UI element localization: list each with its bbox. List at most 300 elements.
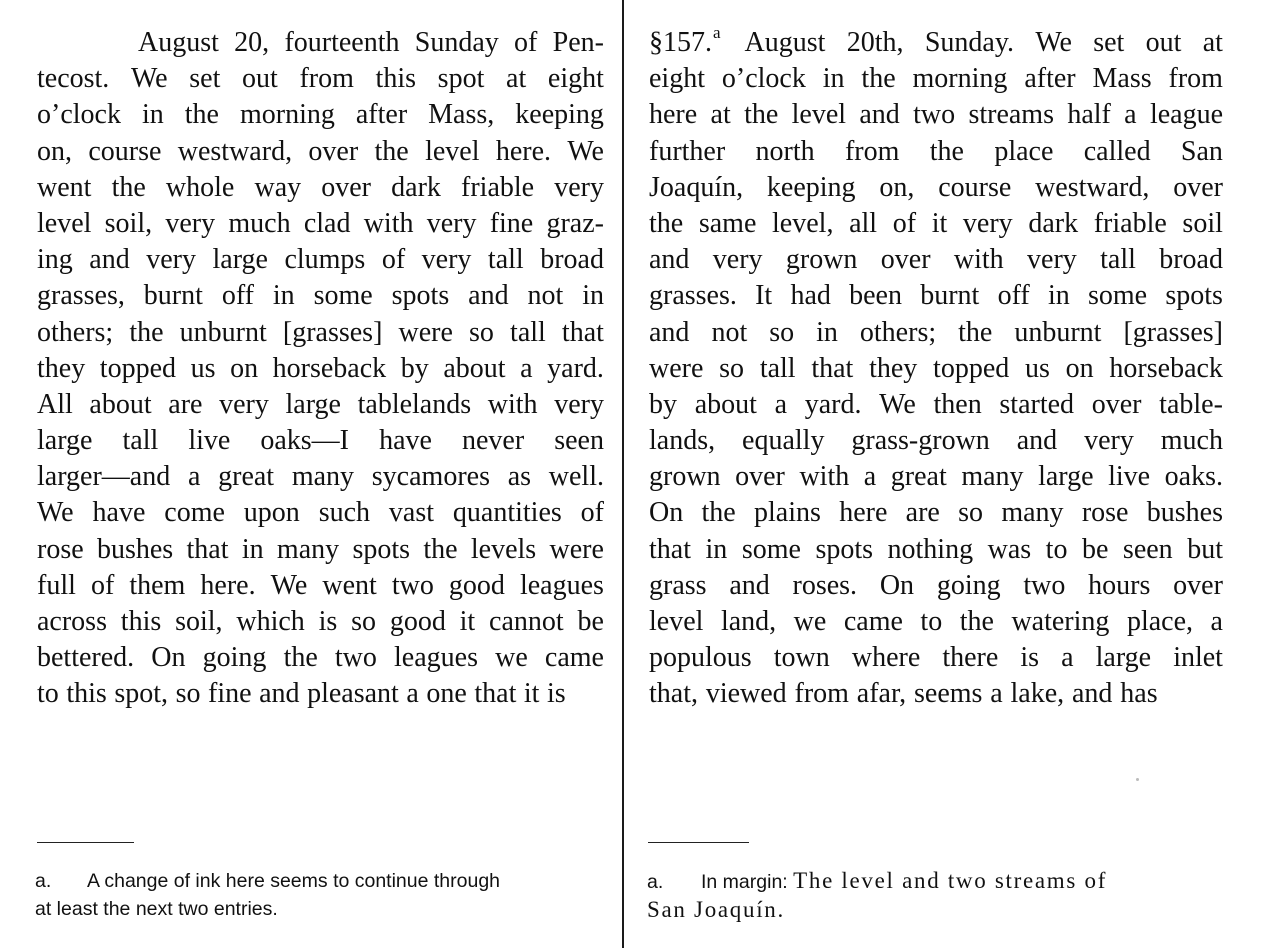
footnote-text-line2: at least the next two entries. (35, 898, 278, 920)
word: and (259, 678, 300, 710)
footnote-quote-line1: The level and two streams of (793, 868, 1108, 893)
word: rose (37, 533, 84, 565)
word: others; (37, 316, 114, 348)
word: have (92, 497, 146, 529)
word: in (816, 316, 838, 348)
word: We (879, 388, 916, 420)
word: and (1072, 678, 1113, 710)
word: 20, (234, 27, 270, 58)
word: this (375, 63, 417, 95)
word: some (741, 533, 801, 565)
word: the (959, 606, 994, 637)
word: then (933, 388, 982, 420)
word: bushes (96, 533, 174, 565)
word: large (37, 425, 93, 457)
word: eight (649, 63, 705, 95)
word: place (994, 135, 1054, 167)
word: grass (649, 569, 707, 601)
word: to (920, 606, 943, 637)
word: grown (785, 244, 858, 276)
word: went (37, 171, 92, 203)
word: San (1180, 135, 1223, 167)
word: vast (388, 497, 435, 529)
word: it (931, 207, 948, 239)
word: from (1168, 63, 1223, 95)
word: from (794, 678, 849, 710)
text-line (649, 242, 1223, 278)
word: full (37, 569, 76, 601)
word: so (175, 678, 201, 710)
word: equally (742, 425, 825, 457)
text-line (649, 387, 1223, 423)
right-page-body (649, 25, 1223, 713)
word: much (1160, 425, 1223, 457)
text-line (37, 206, 604, 242)
word: grass-grown (851, 425, 990, 457)
word: morning (239, 99, 335, 131)
word: out (242, 63, 278, 95)
word: that (186, 533, 229, 565)
word: burnt (143, 280, 203, 312)
word: the (649, 207, 684, 239)
word: of (90, 569, 115, 601)
word: level (425, 135, 480, 167)
word: seems (914, 678, 983, 710)
word: We (130, 63, 168, 95)
word: come (164, 497, 225, 529)
text-line (649, 568, 1223, 604)
word: two (913, 99, 956, 131)
word: with (953, 244, 1004, 276)
word: tablelands (357, 388, 472, 420)
cropped-text-fragment (898, 0, 1098, 2)
word: level (649, 606, 704, 637)
word: We (270, 569, 308, 601)
word: burnt (920, 280, 980, 312)
word: morning (912, 63, 1008, 95)
word: live (1108, 461, 1151, 493)
word: so (351, 606, 377, 637)
text-line (37, 351, 604, 387)
word: of (580, 497, 604, 529)
word: that (561, 316, 604, 348)
word: as (507, 461, 532, 493)
word: all (849, 207, 878, 239)
word: further (649, 135, 726, 167)
word: with (799, 461, 850, 493)
word: dark (391, 171, 441, 203)
word: has (1120, 678, 1158, 710)
word: spot (437, 63, 485, 95)
word: It (755, 280, 773, 312)
word: much (228, 207, 291, 239)
word: set (1093, 27, 1125, 58)
word: in (1047, 280, 1070, 312)
word: nothing (887, 533, 974, 565)
page-divider (622, 0, 624, 948)
word: spots (352, 533, 411, 565)
text-line (649, 459, 1223, 495)
word: and (1016, 425, 1058, 457)
word: soil, (175, 606, 223, 637)
word: two (391, 569, 434, 601)
word: streams (968, 99, 1054, 131)
text-line (37, 242, 604, 278)
word: after (1024, 63, 1076, 95)
word: very (146, 244, 196, 276)
word: a (187, 461, 201, 493)
word: is (547, 678, 566, 710)
word: upon (243, 497, 300, 529)
word: rose (1081, 497, 1129, 529)
word: came (843, 606, 903, 637)
left-page-body (37, 25, 604, 713)
word: many (276, 533, 340, 565)
word: keeping (766, 171, 856, 203)
word: and (729, 569, 770, 601)
word: in (822, 63, 845, 95)
word: we (495, 642, 528, 674)
word: whole (165, 171, 235, 203)
word: so (769, 316, 795, 348)
word: grown (649, 461, 721, 493)
word: that (474, 678, 517, 710)
word: o’clock (37, 99, 121, 131)
word: a (863, 461, 877, 493)
word: fine (489, 207, 534, 239)
text-line (649, 206, 1223, 242)
word: ing (37, 244, 73, 276)
word: graz- (546, 207, 604, 239)
footnote-mark: a (713, 23, 721, 42)
text-line (37, 170, 604, 206)
word: spots (391, 280, 450, 312)
word: oaks. (1164, 461, 1223, 493)
footnote-right (647, 867, 1227, 924)
word: a (1124, 99, 1137, 131)
text-line (649, 423, 1223, 459)
word: had (790, 280, 831, 312)
text-line (649, 532, 1223, 568)
word: dark (1028, 207, 1079, 239)
word: oaks—I (260, 425, 350, 457)
text-line (649, 170, 1223, 206)
word: us (1025, 352, 1050, 384)
word: table- (1159, 388, 1223, 420)
word: a (1210, 606, 1223, 637)
word: here. (200, 569, 256, 601)
text-line (37, 532, 604, 568)
word: never (461, 425, 525, 457)
text-line (37, 61, 604, 97)
word: at (506, 63, 527, 95)
word: two (1023, 569, 1066, 601)
word: over (880, 244, 931, 276)
word: about (694, 388, 757, 420)
word: on (230, 352, 259, 384)
text-line (649, 61, 1223, 97)
word: of (514, 27, 538, 58)
word: quantities (452, 497, 562, 529)
text-line (37, 604, 604, 640)
word: fine (208, 678, 252, 710)
word: is (318, 606, 338, 637)
word: large (1095, 642, 1152, 674)
text-line (37, 134, 604, 170)
word: so (469, 316, 494, 348)
word: plains (754, 497, 821, 529)
word: about (443, 352, 506, 384)
word: there (942, 642, 999, 674)
word: 20th, (846, 27, 904, 58)
word: a (406, 678, 419, 710)
word: it (523, 678, 540, 710)
word: viewed (705, 678, 787, 710)
word: others; (859, 316, 937, 348)
word: On (151, 642, 186, 674)
word: over (1173, 171, 1223, 203)
word: horseback (272, 352, 387, 384)
word: the (129, 316, 164, 348)
word: keeping (515, 99, 604, 131)
word: league (1149, 99, 1223, 131)
word: by (400, 352, 429, 384)
footnote-rule-right (648, 842, 749, 843)
word: over (308, 135, 359, 167)
word: going (936, 569, 1001, 601)
word: the (184, 99, 219, 131)
word: friable (461, 171, 535, 203)
word: spots (1165, 280, 1223, 312)
word: watering (1011, 606, 1110, 637)
word: level, (772, 207, 834, 239)
word: to (1045, 533, 1068, 565)
word: it (459, 606, 476, 637)
word: August (138, 27, 219, 58)
text-line (37, 459, 604, 495)
word: very (712, 244, 763, 276)
word: off (221, 280, 254, 312)
footnote-prefix: In margin: (701, 871, 788, 893)
word: place, (1126, 606, 1193, 637)
word: tall (1100, 244, 1136, 276)
word: over (321, 171, 372, 203)
word: [grasses] (282, 316, 383, 348)
word: of (381, 244, 406, 276)
word: tall (487, 244, 524, 276)
word: very (1084, 425, 1134, 457)
word: they (37, 352, 86, 384)
word: after (355, 99, 408, 131)
word: here (649, 99, 698, 131)
word: in (141, 99, 164, 131)
word: on, (37, 135, 72, 167)
right-first-line (649, 25, 1223, 61)
word: tall (122, 425, 159, 457)
word: is (1020, 642, 1040, 674)
word: they (869, 352, 918, 384)
word: bettered. (37, 642, 135, 674)
word: some (313, 280, 373, 312)
word: populous (649, 642, 752, 674)
word: and (649, 316, 690, 348)
word: which (236, 606, 305, 637)
word: came (544, 642, 604, 674)
footnote-label: a. (35, 870, 52, 892)
word: off (997, 280, 1030, 312)
word: to (37, 678, 59, 710)
word: large (212, 244, 268, 276)
word: clad (303, 207, 351, 239)
word: of (892, 207, 917, 239)
footnote-label: a. (647, 871, 664, 893)
word: land, (720, 606, 777, 637)
word: on (1065, 352, 1094, 384)
word: with (487, 388, 538, 420)
word: broad (540, 244, 604, 276)
word: so (719, 352, 745, 384)
word: Mass, (428, 99, 495, 131)
word: large (1038, 461, 1094, 493)
text-line (37, 640, 604, 676)
text-line (37, 278, 604, 314)
word: level (791, 99, 847, 131)
word: so (958, 497, 984, 529)
word: large (285, 388, 341, 420)
word: very (219, 388, 269, 420)
word: very (421, 244, 472, 276)
word: grasses. (649, 280, 737, 312)
text-line (37, 387, 604, 423)
word: half (1067, 99, 1111, 131)
word: course (88, 135, 162, 167)
word: a (774, 388, 788, 420)
word: the (283, 642, 318, 674)
word: not (527, 280, 564, 312)
word: broad (1159, 244, 1223, 276)
word: spots (815, 533, 874, 565)
word: yard. (547, 352, 604, 384)
word: afar, (856, 678, 907, 710)
text-line (649, 134, 1223, 170)
word: that, (649, 678, 698, 710)
word: and (859, 99, 900, 131)
word: We (37, 497, 74, 529)
word: in (705, 533, 728, 565)
word: soil, (104, 207, 153, 239)
word: We (1035, 27, 1072, 58)
word: very (554, 388, 604, 420)
word: sycamores (371, 461, 490, 493)
word: the (929, 135, 964, 167)
word: All (37, 388, 73, 420)
word: north (755, 135, 815, 167)
word: course (938, 171, 1012, 203)
word: leagues (394, 642, 478, 674)
word: the (744, 99, 779, 131)
word: great (890, 461, 947, 493)
word: them (129, 569, 186, 601)
word: roses. (792, 569, 858, 601)
word: in (241, 533, 264, 565)
word: over (1091, 388, 1142, 420)
word: tecost. (37, 63, 110, 95)
word: some (1087, 280, 1148, 312)
word: started (999, 388, 1075, 420)
word: we (793, 606, 827, 637)
word: very (554, 171, 604, 203)
word: On (879, 569, 915, 601)
word: lands, (649, 425, 716, 457)
scan-speck (1136, 778, 1139, 781)
word: be (1081, 533, 1109, 565)
word: hours (1088, 569, 1151, 601)
word: inlet (1173, 642, 1223, 674)
word: in (272, 280, 295, 312)
text-line (649, 315, 1223, 351)
text-line (37, 315, 604, 351)
word: went (322, 569, 377, 601)
word: many (961, 461, 1024, 493)
word: here (839, 497, 888, 529)
word: topped (933, 352, 1010, 384)
word: unburnt (1014, 316, 1102, 348)
footnote-quote-line2: San Joaquín. (647, 897, 785, 922)
text-line (37, 495, 604, 531)
word: Sunday (414, 27, 499, 58)
word: out (1145, 27, 1182, 58)
word: bushes (1146, 497, 1223, 529)
word: Joaquín, (649, 171, 744, 203)
word: over (735, 461, 785, 493)
text-line (649, 676, 1223, 712)
word: unburnt (179, 316, 267, 348)
word: are (905, 497, 940, 529)
word: clumps (284, 244, 366, 276)
word: called (1083, 135, 1151, 167)
word: such (318, 497, 371, 529)
word: by (649, 388, 677, 420)
text-line (649, 604, 1223, 640)
text-line (37, 568, 604, 604)
word: going (202, 642, 267, 674)
word: over (1173, 569, 1223, 601)
word: this (66, 678, 107, 710)
word: tall (759, 352, 796, 384)
word: about (89, 388, 152, 420)
word: fourteenth (284, 27, 400, 58)
word: have (379, 425, 432, 457)
word: way (254, 171, 302, 203)
word: and (468, 280, 509, 312)
word: where (851, 642, 921, 674)
word: and (649, 244, 690, 276)
word: August (744, 27, 826, 58)
word: town (773, 642, 830, 674)
word: tall (510, 316, 546, 348)
word: a (520, 352, 533, 384)
word: the (111, 171, 146, 203)
word: the (958, 316, 993, 348)
word: well. (548, 461, 604, 493)
word: are (168, 388, 203, 420)
word: very (426, 207, 477, 239)
text-line (649, 278, 1223, 314)
word: westward, (177, 135, 293, 167)
word: leagues (519, 569, 604, 601)
word: cannot (489, 606, 564, 637)
word: be (577, 606, 604, 637)
